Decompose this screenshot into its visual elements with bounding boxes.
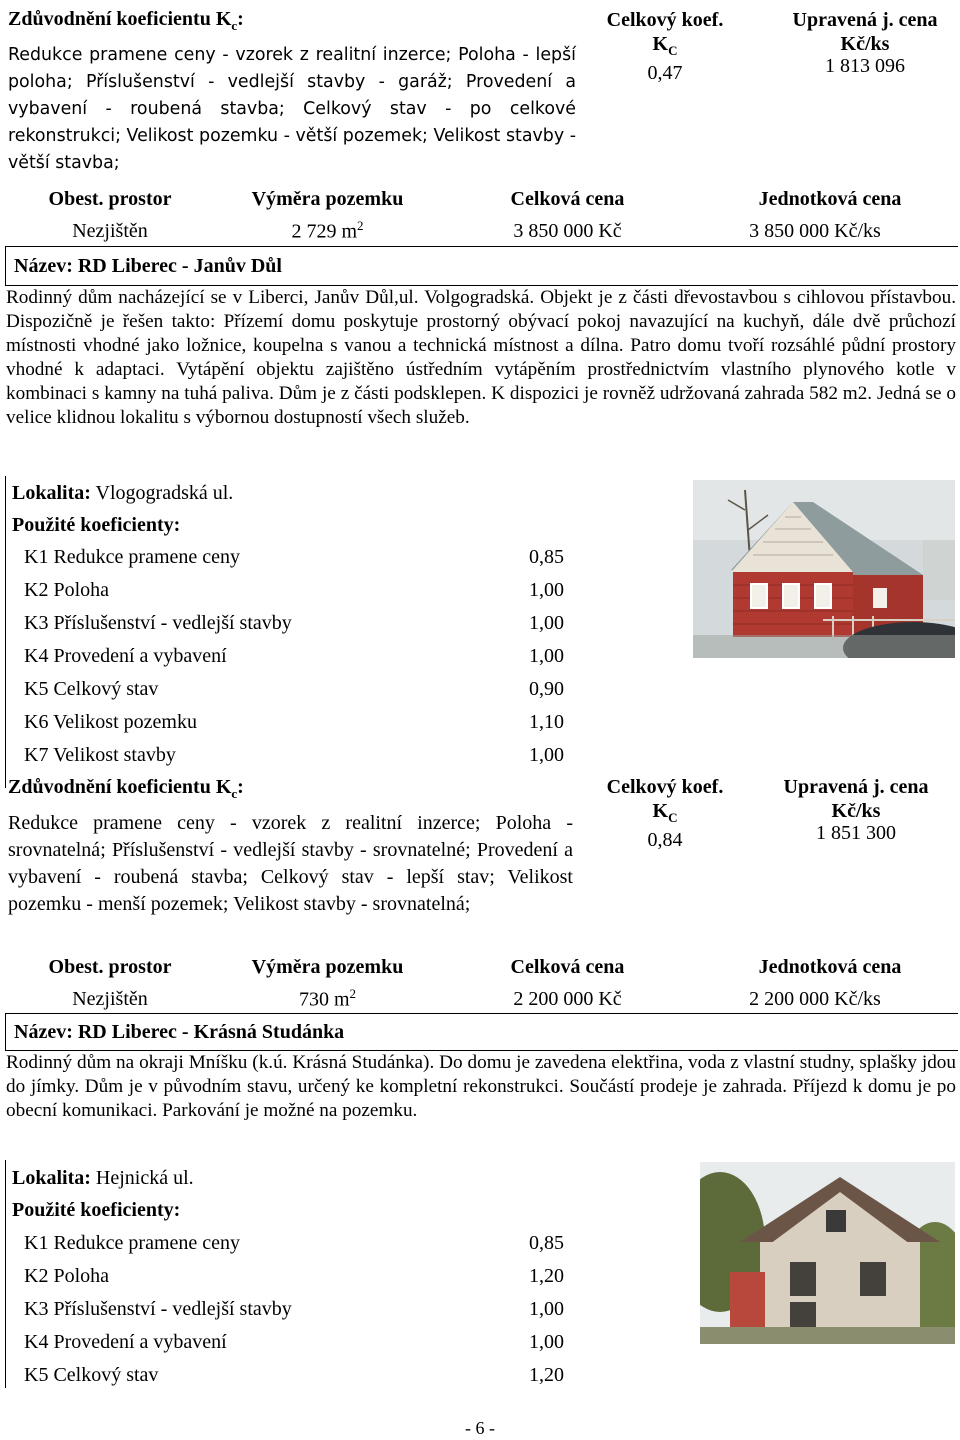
coefficient-value: 1,00 [529, 645, 564, 667]
divider [5, 246, 958, 247]
divider [5, 1013, 958, 1014]
coefficient-row [24, 1298, 564, 1328]
coefficient-label: K1 Redukce pramene ceny [24, 546, 241, 568]
justification-heading-1: Zdůvodnění koeficientu $K_c$: [8, 8, 244, 33]
coefficient-value: 1,20 [529, 1265, 564, 1287]
coefficient-row [24, 1232, 564, 1262]
coefficient-label: K4 Provedení a vybavení [24, 645, 227, 667]
coefficient-label: K7 Velikost stavby [24, 744, 176, 766]
header-jednotkova-1: Jednotková cena [758, 188, 902, 210]
property-description-1: Rodinný dům nacházející se v Liberci, Janův Důl,ul. Volgogradská. Objekt je z části dřevostavbou s cihlovou přístavbou. Dispozičně je řešen takto: Přízemí domu poskytuje prostorný obývací pokoj navazující na kuchyň, dále dvě průchozí místnosti vhodné jako ložnice, koupelna s vanou a technická místnost a dílna. Patro domu tvoří rozsáhlé půdní prostory vhodné k adaptaci. Vytápění objektu zajištěno ústředním vytápěním prostřednictvím vlastního plynového kotle v kombinaci s kamny na tuhá paliva. Dům je z části podsklepen. K dispozici je rovněž udržovaná zahrada 582 m2. Jedná se o velice klidnou lokalitu s výbornou dostupností všech služeb. [6, 287, 956, 428]
header-celkova-2: Celková cena [510, 956, 625, 978]
coefficient-label: K4 Provedení a vybavení [24, 1331, 227, 1353]
value-vymera-2: 730 $m^2$ [298, 986, 357, 1011]
coefficient-row [24, 711, 564, 741]
coefficient-row [24, 1364, 564, 1394]
locality-1: Lokalita: Vlogogradská ul. [12, 482, 234, 504]
header-obest-2: Obest. prostor [48, 956, 172, 978]
coefficient-value: 1,00 [529, 1298, 564, 1320]
coefficient-value: 1,00 [529, 744, 564, 766]
divider [5, 1160, 6, 1388]
coefficient-label: K3 Příslušenství - vedlejší stavby [24, 612, 292, 634]
property-name-2: Název: RD Liberec - Krásná Studánka [14, 1021, 345, 1043]
value-obest-1: Nezjištěn [72, 220, 148, 242]
header-vymera-1: Výměra pozemku [251, 188, 404, 210]
coefficients-heading-2: Použité koeficienty: [12, 1199, 181, 1221]
value-celkova-2: 2 200 000 Kč [513, 988, 622, 1010]
coefficient-label: K2 Poloha [24, 1265, 109, 1287]
coefficient-label: K5 Celkový stav [24, 678, 159, 700]
coefficient-row [24, 1331, 564, 1361]
header-celkova-1: Celková cena [510, 188, 625, 210]
value-celkova-1: 3 850 000 Kč [513, 220, 622, 242]
coefficient-value: 0,85 [529, 1232, 564, 1254]
locality-2: Lokalita: Hejnická ul. [12, 1167, 194, 1189]
value-vymera-1: 2 729 $m^2$ [291, 218, 364, 243]
justification-heading-2: Zdůvodnění koeficientu $K_c$: [8, 776, 244, 801]
coefficient-row [24, 546, 564, 576]
value-jednotkova-1: 3 850 000 Kč/ks [749, 220, 881, 242]
coefficient-label: K1 Redukce pramene ceny [24, 1232, 241, 1254]
property-name-1: Název: RD Liberec - Janův Důl [14, 255, 282, 277]
coefficient-label: K2 Poloha [24, 579, 109, 601]
value-jednotkova-2: 2 200 000 Kč/ks [749, 988, 881, 1010]
house-photo-1 [693, 480, 955, 658]
coefficient-row [24, 612, 564, 642]
header-jednotkova-2: Jednotková cena [758, 956, 902, 978]
header-vymera-2: Výměra pozemku [251, 956, 404, 978]
coefficient-row [24, 579, 564, 609]
coefficient-row [24, 1265, 564, 1295]
coefficients-heading-1: Použité koeficienty: [12, 514, 181, 536]
adjusted-price-1: Upravená j. cena Kč/ks 1 813 096 [792, 9, 938, 77]
value-obest-2: Nezjištěn [72, 988, 148, 1010]
divider [5, 246, 6, 286]
divider [5, 476, 6, 788]
coefficient-value: 1,10 [529, 711, 564, 733]
coefficient-value: 0,90 [529, 678, 564, 700]
coefficient-value: 0,85 [529, 546, 564, 568]
house-photo-2 [700, 1162, 955, 1344]
page-number: - 6 - [465, 1418, 495, 1438]
coefficient-value: 1,00 [529, 1331, 564, 1353]
header-obest-1: Obest. prostor [48, 188, 172, 210]
total-coef-2: Celkový koef. $K_C$ 0,84 [606, 776, 724, 851]
coefficient-value: 1,00 [529, 579, 564, 601]
coefficient-value: 1,00 [529, 612, 564, 634]
coefficient-row [24, 645, 564, 675]
coefficient-value: 1,20 [529, 1364, 564, 1386]
coefficient-label: K5 Celkový stav [24, 1364, 159, 1386]
coefficient-label: K6 Velikost pozemku [24, 711, 197, 733]
total-coef-1: Celkový koef. $K_C$ 0,47 [606, 9, 724, 84]
justification-text-2: Redukce pramene ceny - vzorek z realitní inzerce; Poloha - srovnatelná; Příslušenství - vedlejší stavby - srovnatelné; Provedení a vybavení - roubená stavba; Celkový stav - lepší stav; Velikost pozemku - menší pozemek; Velikost stavby - srovnatelná; [8, 812, 573, 915]
coefficient-label: K3 Příslušenství - vedlejší stavby [24, 1298, 292, 1320]
coefficient-row [24, 678, 564, 708]
property-description-2: Rodinný dům na okraji Mníšku (k.ú. Krásná Studánka). Do domu je zavedena elektřina, voda z vlastní studny, splašky jdou do jímky. Dům je v původním stavu, určený ke kompletní rekonstrukci. Součástí prodeje je zahrada. Příjezd k domu je po obecní komunikaci. Parkování je možné na pozemku. [6, 1052, 956, 1121]
divider [5, 1013, 6, 1051]
coefficient-row [24, 744, 564, 774]
adjusted-price-2: Upravená j. cena Kč/ks 1 851 300 [783, 776, 929, 844]
justification-text-1: Redukce pramene ceny - vzorek z realitní inzerce; Poloha - lepší poloha; Příslušenství - vedlejší stavby - garáž; Provedení a vybavení - roubená stavba; Celkový stav - po celkové rekonstrukci; Velikost pozemku - větší pozemek; Velikost stavby - větší stavba; [8, 45, 576, 173]
